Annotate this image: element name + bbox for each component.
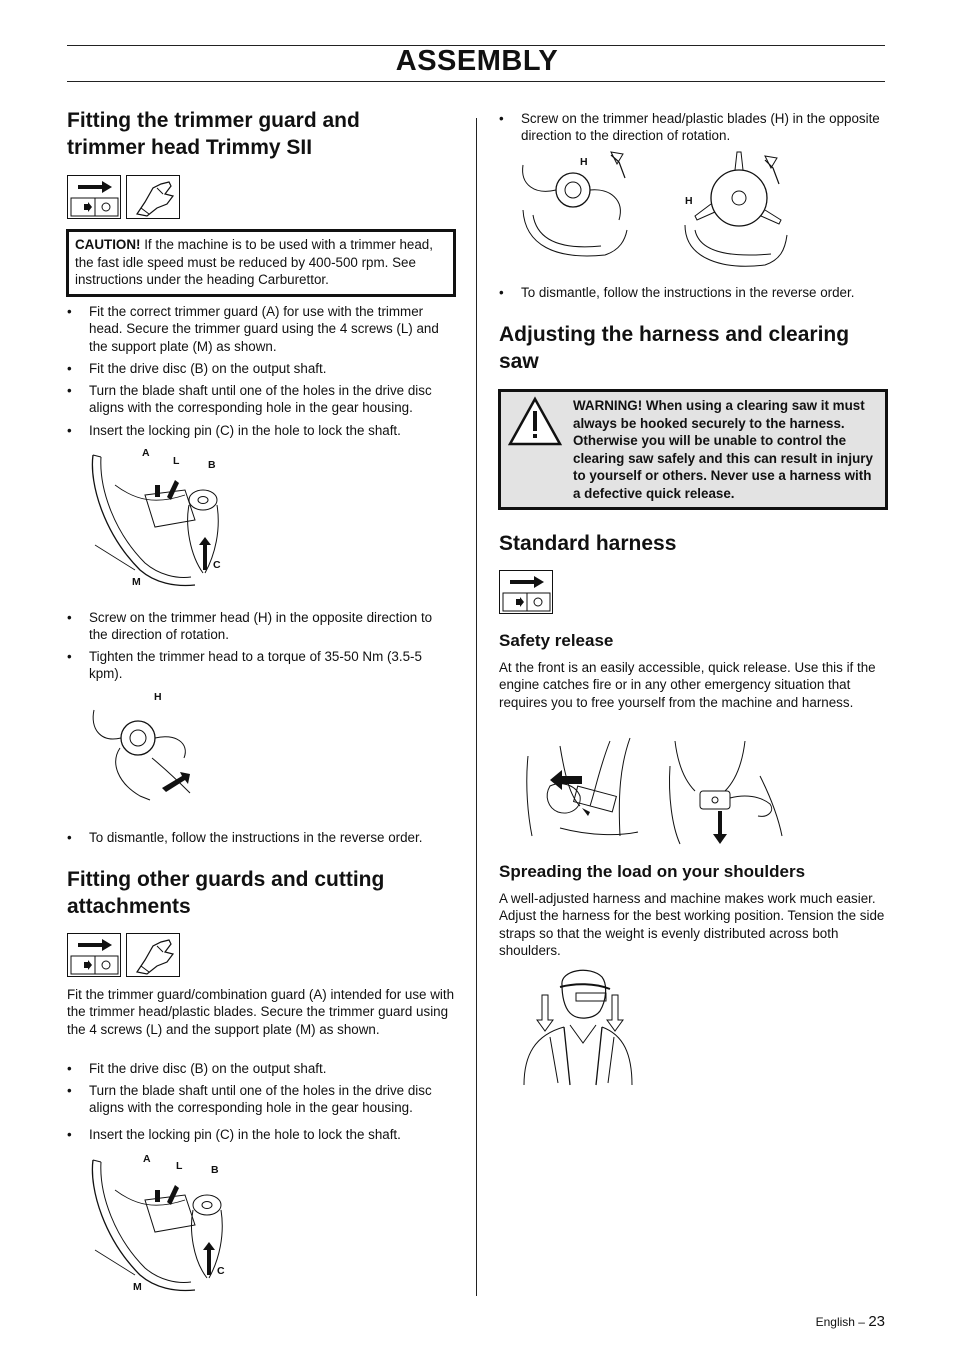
paragraph-spreading-load: A well-adjusted harness and machine makes work much easier. Adjust the harness for the best working position. Tension the side straps so that the weight is evenly distributed across both shoulders. (499, 891, 885, 959)
instruction-icon-box (499, 570, 553, 614)
page-number: 23 (868, 1313, 885, 1330)
arrow-direction-icon (68, 176, 122, 220)
combination-guard-assembly-illustration (85, 1150, 235, 1300)
gloved-hand-icon-box (126, 933, 180, 977)
label-h-1: H (580, 156, 588, 168)
label-a: A (142, 447, 150, 459)
list-item: • Turn the blade shaft until one of the holes in the drive disc aligns with the corresponding hole in the gear housing. (67, 383, 432, 416)
label-m: M (133, 1281, 142, 1293)
paragraph-other-guards: Fit the trimmer guard/combination guard (A) intended for use with the trimmer head/plastic blades. Secure the trimmer guard using the 4 screws (L) and the support plate (M) as shown. (67, 987, 455, 1037)
column-divider (476, 118, 477, 1296)
label-h-2: H (685, 195, 693, 207)
section-heading-trimmer-guard: Fitting the trimmer guard and trimmer head Trimmy SII (67, 109, 360, 159)
label-c: C (217, 1265, 225, 1277)
header-bottom-rule (67, 81, 885, 82)
person-with-harness-illustration (520, 965, 640, 1090)
label-c: C (213, 559, 221, 571)
warning-box (498, 389, 888, 510)
caution-label: CAUTION! (75, 237, 141, 252)
list-item: • Turn the blade shaft until one of the holes in the drive disc aligns with the corresponding hole in the gear housing. (67, 1083, 432, 1116)
list-item: • To dismantle, follow the instructions in the reverse order. (499, 285, 855, 300)
section-heading-other-guards: Fitting other guards and cutting attachments (67, 868, 385, 918)
paragraph-safety-release: At the front is an easily accessible, quick release. Use this if the engine catches fire or in any other emergency situation that requires you to free yourself from the machine and harness. (499, 660, 876, 710)
footer-language: English (815, 1315, 855, 1329)
warning-triangle-icon (507, 396, 563, 448)
subheading-spreading-load: Spreading the load on your shoulders (499, 862, 806, 881)
list-item: • Fit the drive disc (B) on the output shaft. (67, 361, 327, 376)
glove-icon (127, 934, 181, 978)
page-title: ASSEMBLY (395, 45, 559, 77)
trimmer-head-and-blades-illustration (515, 150, 795, 275)
warning-text: WARNING! When using a clearing saw it must always be hooked securely to the harness. Otherwise you will be unable to control the clearing saw safely and this can result in injury to yourself or others. Never use a harness with a defective quick release. (573, 398, 873, 501)
list-item: • Screw on the trimmer head (H) in the opposite direction to the direction of rotation. (67, 610, 433, 643)
list-item: • To dismantle, follow the instructions in the reverse order. (67, 830, 423, 845)
list-item: • Fit the correct trimmer guard (A) for use with the trimmer head. Secure the trimmer guard using the 4 screws (L) and the support plate (M) as shown. (67, 304, 439, 354)
gloved-hand-icon-box (126, 175, 180, 219)
footer-dash: – (854, 1315, 869, 1329)
caution-box (66, 229, 456, 297)
page-footer (816, 1313, 885, 1330)
list-item: • Insert the locking pin (C) in the hole to lock the shaft. (67, 423, 401, 438)
label-l: L (176, 1160, 183, 1172)
section-heading-harness: Adjusting the harness and clearing saw (499, 323, 850, 373)
section-heading-standard-harness: Standard harness (499, 532, 677, 555)
subheading-safety-release: Safety release (499, 631, 614, 650)
instruction-icon-box (67, 933, 121, 977)
label-m: M (132, 576, 141, 588)
instruction-icon-box (67, 175, 121, 219)
glove-icon (127, 176, 181, 220)
quick-release-illustration (520, 736, 795, 846)
trimmer-guard-assembly-illustration (85, 445, 235, 595)
arrow-direction-icon (500, 571, 554, 615)
label-b: B (211, 1164, 219, 1176)
trimmer-head-illustration (90, 688, 200, 813)
label-h: H (154, 691, 162, 703)
label-a: A (143, 1153, 151, 1165)
list-item: • Fit the drive disc (B) on the output shaft. (67, 1061, 327, 1076)
label-l: L (173, 455, 180, 467)
list-item: • Screw on the trimmer head/plastic blades (H) in the opposite direction to the direction of rotation. (499, 111, 880, 144)
arrow-direction-icon (68, 934, 122, 978)
caution-text: If the machine is to be used with a trimmer head, the fast idle speed must be reduced by 400-500 rpm. See instructions under the heading Carburettor. (75, 237, 433, 287)
list-item: • Insert the locking pin (C) in the hole to lock the shaft. (67, 1127, 401, 1142)
label-b: B (208, 459, 216, 471)
list-item: • Tighten the trimmer head to a torque of 35-50 Nm (3.5-5 kpm). (67, 649, 422, 682)
